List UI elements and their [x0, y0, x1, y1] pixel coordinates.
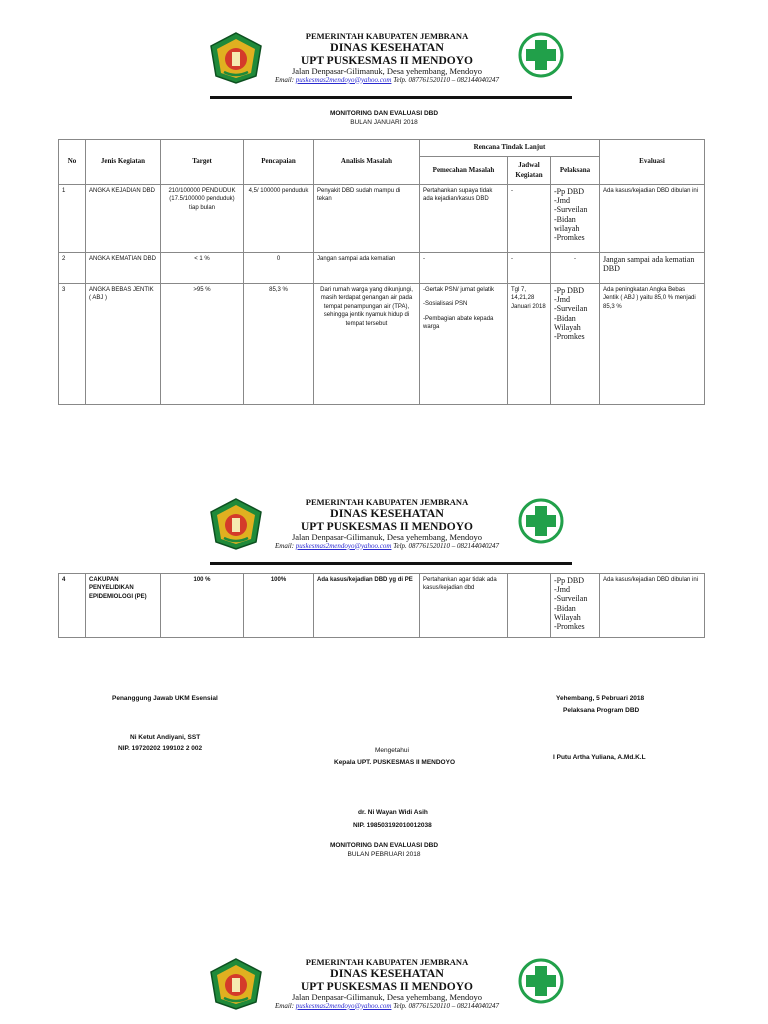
letterhead-text: [262, 32, 512, 84]
right-place-date: Yehembang, 5 Pebruari 2018: [556, 695, 645, 702]
letterhead-rule: [210, 96, 572, 99]
col-pelaksana: Pelaksana: [551, 157, 600, 185]
letterhead: [210, 32, 560, 104]
letterhead: [210, 498, 560, 570]
jembrana-crest-icon: [210, 32, 262, 84]
health-cross-icon: [518, 958, 564, 1004]
letterhead-text: PEMERINTAH KABUPATEN JEMBRANA DINAS KESEHATAN UPT PUSKESMAS II MENDOYO Jalan Denpasar-Gilimanuk, Desa yehembang, Mendoyo Email: puskesmas2mendoyo@yahoo.com Telp. 087761520110 – 082144040247: [274, 497, 500, 550]
report-title-february: MONITORING DAN EVALUASI DBD BULAN PEBRUARI 2018: [329, 842, 439, 858]
acknowledged-label: Mengetahui: [375, 747, 409, 754]
left-signatory-role: Penanggung Jawab UKM Esensial: [112, 695, 218, 702]
right-signatory-role: Pelaksana Program DBD: [563, 707, 640, 714]
table-row: 3 ANGKA BEBAS JENTIK ( ABJ ) >95 % 85,3 % Dari rumah warga yang dikunjungi, masih terdapat genangan air pada tempat penampungan air (TPA), sehingga jentik nyamuk hidup di tempat tersebut -Gertak PSN/ jumat gelatik -Sosialisasi PSN -Pembagian abate kepada warga Tgl 7, 14,21,28 Januari 2018 -Pp DBD -Jmd -Surveilan -Bidan Wilayah -Promkes Ada peningkatan Angka Bebas Jentik ( ABJ ) yaitu 85,0 % menjadi 85,3 %: [59, 284, 705, 405]
head-role: Kepala UPT. PUSKESMAS II MENDOYO: [334, 759, 455, 766]
table-row: 4 CAKUPAN PENYELIDIKAN EPIDEMIOLOGI (PE) 100 % 100% Ada kasus/kejadian DBD yg di PE Pertahankan agar tidak ada kasus/kejadian dbd -Pp DBD -Jmd -Surveilan -Bidan Wilayah -Promkes Ada kasus/kejadian DBD dibulan ini: [59, 574, 705, 638]
col-no: No: [59, 140, 86, 185]
address: Jalan Denpasar-Gilimanuk, Desa yehembang, Mendoyo: [291, 66, 483, 77]
health-cross-icon: [518, 32, 564, 78]
puskesmas-name: UPT PUSKESMAS II MENDOYO: [301, 54, 473, 67]
table-row: 1 ANGKA KEJADIAN DBD 210/100000 PENDUDUK (17.5/100000 penduduk) tiap bulan 4,5/ 100000 penduduk Penyakit DBD sudah mampu di tekan Pertahankan supaya tidak ada kejadian/kasus DBD - -Pp DBD -Jmd -Surveilan -Bidan wilayah -Promkes Ada kasus/kejadian DBD dibulan ini: [59, 185, 705, 253]
report-title-january: MONITORING DAN EVALUASI DBD BULAN JANUARI 2018: [329, 110, 439, 126]
table-row: 2 ANGKA KEMATIAN DBD < 1 % 0 Jangan sampai ada kematian - - - Jangan sampai ada kematian DBD: [59, 253, 705, 284]
gov-name: PEMERINTAH KABUPATEN JEMBRANA: [305, 31, 469, 41]
jembrana-crest-icon: [210, 958, 262, 1010]
col-rtl: Rencana Tindak Lanjut: [420, 140, 600, 157]
col-analisis: Analisis Masalah: [314, 140, 420, 185]
email-link[interactable]: puskesmas2mendoyo@yahoo.com: [295, 1001, 392, 1010]
col-target: Target: [161, 140, 244, 185]
letterhead-text: PEMERINTAH KABUPATEN JEMBRANA DINAS KESEHATAN UPT PUSKESMAS II MENDOYO Jalan Denpasar-Gilimanuk, Desa yehembang, Mendoyo Email: puskesmas2mendoyo@yahoo.com Telp. 087761520110 – 082144040247: [274, 957, 500, 1010]
jembrana-crest-icon: [210, 498, 262, 550]
right-signatory-name: I Putu Artha Yuliana, A.Md.K.L: [553, 754, 646, 761]
col-jenis: Jenis Kegiatan: [86, 140, 161, 185]
letterhead-rule: [210, 562, 572, 565]
col-pencapaian: Pencapaian: [244, 140, 314, 185]
col-jadwal: Jadwal Kegiatan: [508, 157, 551, 185]
col-pemecahan: Pemecahan Masalah: [420, 157, 508, 185]
col-evaluasi: Evaluasi: [600, 140, 705, 185]
contact-line: Email: puskesmas2mendoyo@yahoo.com Telp. 087761520110 – 082144040247: [274, 75, 500, 84]
letterhead: [210, 958, 560, 1024]
head-nip: NIP. 198503192010012038: [353, 822, 432, 829]
left-signatory-name: Ni Ketut Andiyani, SST: [130, 734, 201, 741]
head-name: dr. Ni Wayan Widi Asih: [358, 809, 428, 816]
email-link[interactable]: puskesmas2mendoyo@yahoo.com: [295, 75, 392, 84]
agency-name: DINAS KESEHATAN: [330, 40, 444, 55]
monitoring-table-continued: [58, 573, 705, 638]
left-signatory-nip: NIP. 19720202 199102 2 002: [118, 745, 203, 752]
health-cross-icon: [518, 498, 564, 544]
email-link[interactable]: puskesmas2mendoyo@yahoo.com: [295, 541, 392, 550]
monitoring-table: [58, 139, 705, 405]
